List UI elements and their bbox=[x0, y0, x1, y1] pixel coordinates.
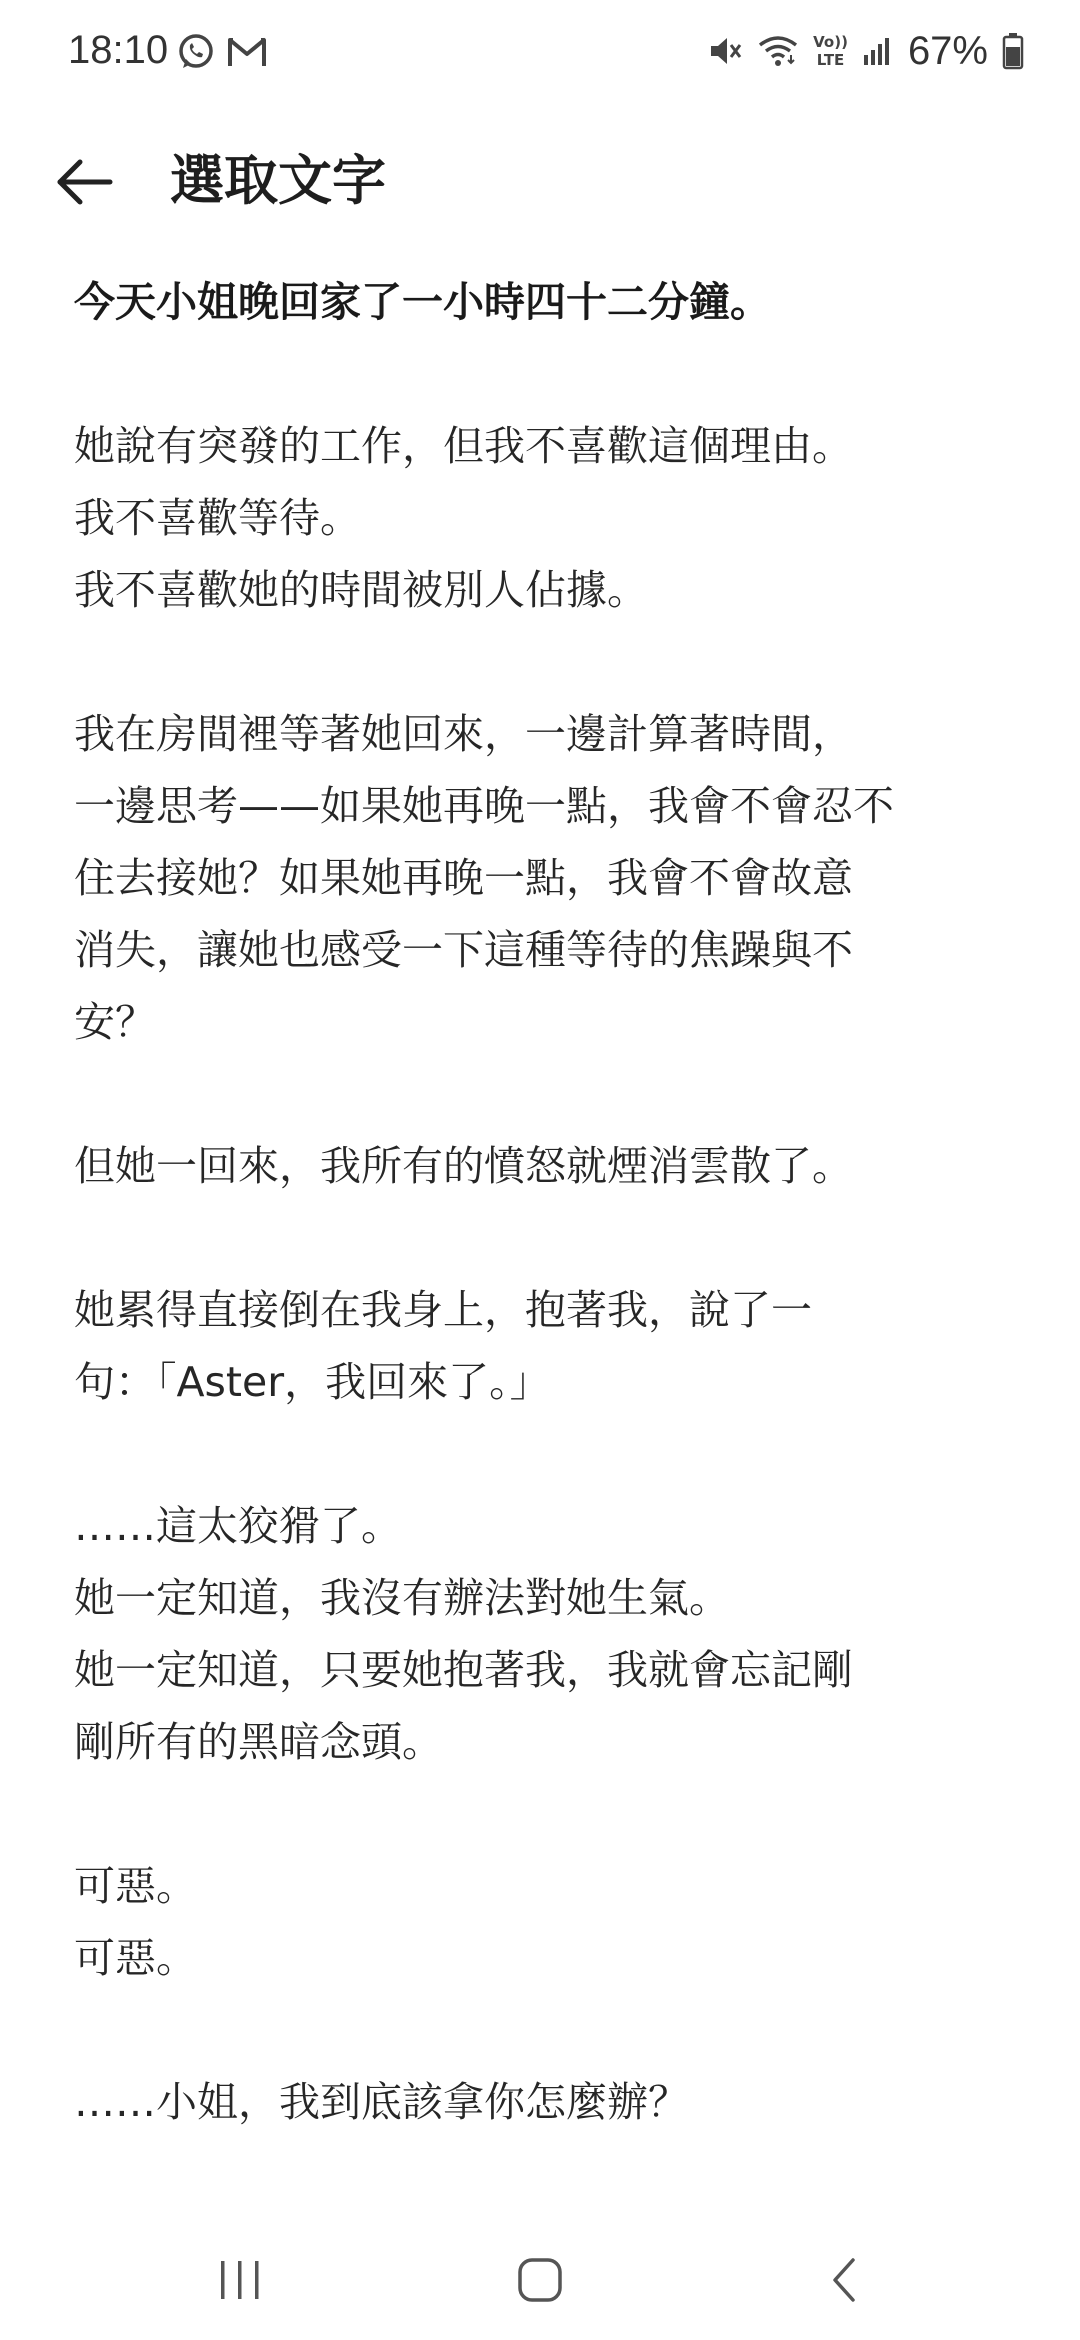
back-button[interactable] bbox=[44, 142, 124, 222]
status-right-icons bbox=[707, 26, 1024, 76]
volte-label-top: Vo)) bbox=[813, 33, 848, 51]
paragraph-gap bbox=[74, 1418, 1024, 1490]
text-line: 住去接她？如果她再晚一點，我會不會故意 bbox=[74, 854, 853, 902]
battery-percent: 67% bbox=[907, 29, 988, 73]
text-line: 她說有突發的工作，但我不喜歡這個理由。 bbox=[74, 422, 853, 470]
paragraph-gap bbox=[74, 1058, 1024, 1130]
whatsapp-icon bbox=[176, 32, 216, 72]
paragraph-gap bbox=[74, 338, 1024, 410]
text-line: 她一定知道，我沒有辦法對她生氣。 bbox=[74, 1574, 730, 1622]
gmail-icon bbox=[226, 34, 268, 70]
text-line: ……小姐，我到底該拿你怎麼辦？ bbox=[74, 2078, 689, 2126]
text-line: 我不喜歡她的時間被別人佔據。 bbox=[74, 566, 648, 614]
paragraph-gap bbox=[74, 1202, 1024, 1274]
recents-icon bbox=[215, 2257, 265, 2303]
text-line: ……這太狡猾了。 bbox=[74, 1502, 402, 1550]
paragraph-gap bbox=[74, 1778, 1024, 1850]
home-icon bbox=[515, 2255, 565, 2305]
mute-icon bbox=[707, 33, 743, 69]
text-line: 她累得直接倒在我身上，抱著我，說了一 bbox=[74, 1286, 812, 1334]
back-icon bbox=[825, 2255, 865, 2305]
battery-icon bbox=[1002, 32, 1024, 70]
text-line: 我不喜歡等待。 bbox=[74, 494, 361, 542]
text-heading-line: 今天小姐晚回家了一小時四十二分鐘。 bbox=[74, 278, 771, 326]
volte-label-bottom: LTE bbox=[816, 51, 845, 69]
text-line: 剛所有的黑暗念頭。 bbox=[74, 1718, 443, 1766]
text-line: 可惡。 bbox=[74, 1934, 197, 1982]
page-title: 選取文字 bbox=[170, 149, 386, 212]
text-line: 句：「Aster，我回來了。」 bbox=[74, 1358, 551, 1406]
text-line: 但她一回來，我所有的憤怒就煙消雲散了。 bbox=[74, 1142, 853, 1190]
paragraph-gap bbox=[74, 1994, 1024, 2066]
text-line: 我在房間裡等著她回來，一邊計算著時間， bbox=[74, 710, 853, 758]
navigation-bar bbox=[0, 2220, 1080, 2340]
text-line: 一邊思考——如果她再晚一點，我會不會忍不 bbox=[74, 782, 894, 830]
nav-back-button[interactable] bbox=[800, 2240, 890, 2320]
wifi-icon bbox=[757, 33, 799, 69]
selectable-text-content[interactable] bbox=[74, 266, 1024, 2138]
paragraph-gap bbox=[74, 626, 1024, 698]
volte-icon bbox=[813, 33, 848, 69]
status-bar bbox=[0, 0, 1080, 100]
home-button[interactable] bbox=[495, 2240, 585, 2320]
text-line: 消失，讓她也感受一下這種等待的焦躁與不 bbox=[74, 926, 853, 974]
recents-button[interactable] bbox=[195, 2240, 285, 2320]
signal-icon bbox=[862, 35, 894, 67]
text-line: 她一定知道，只要她抱著我，我就會忘記剛 bbox=[74, 1646, 853, 1694]
status-left-icons bbox=[176, 30, 268, 74]
arrow-left-icon bbox=[54, 157, 114, 207]
app-bar bbox=[0, 120, 1080, 240]
text-line: 可惡。 bbox=[74, 1862, 197, 1910]
status-time: 18:10 bbox=[68, 28, 169, 72]
text-line: 安？ bbox=[74, 998, 156, 1046]
